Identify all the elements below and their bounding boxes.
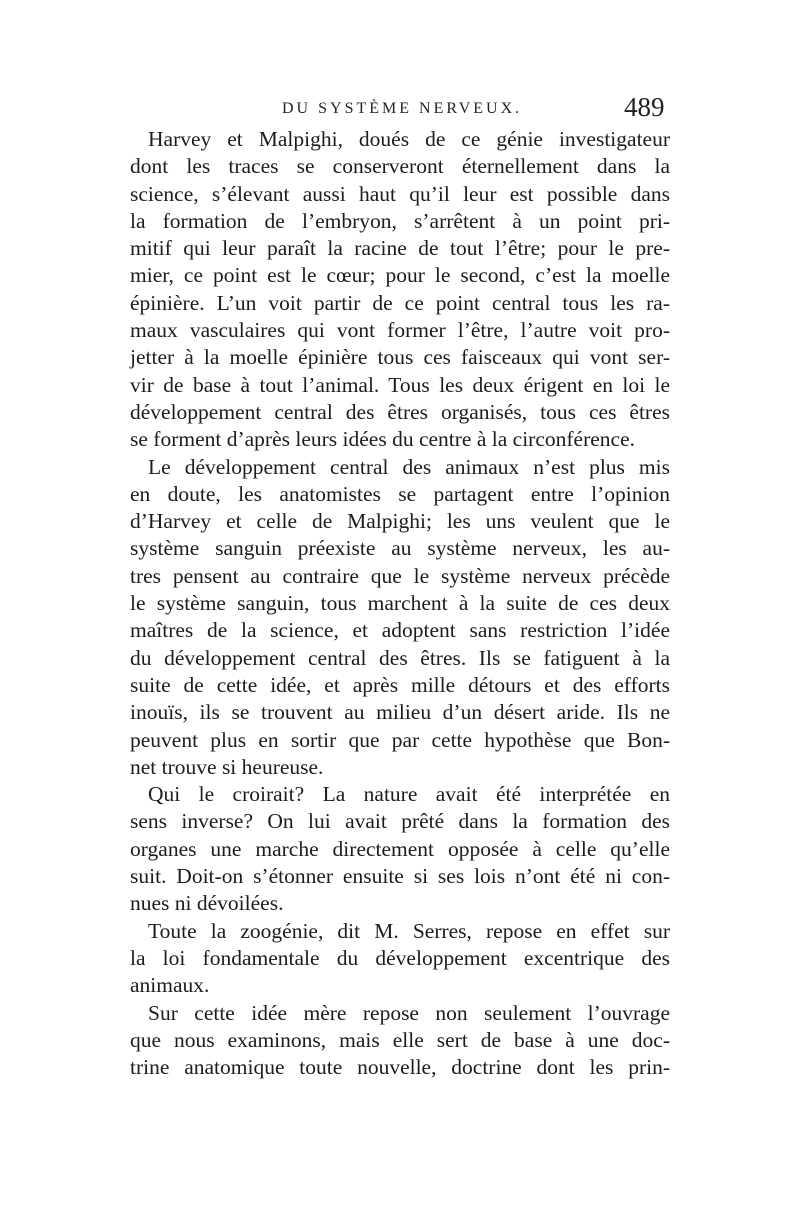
text-line: d’Harvey et celle de Malpighi; les uns veulent que le	[130, 509, 670, 534]
text-line: tres pensent au contraire que le système nerveux précède	[130, 563, 670, 588]
text-line: science, s’élevant aussi haut qu’il leur est possible dans	[130, 181, 670, 206]
text-line: peuvent plus en sortir que par cette hypothèse que Bon-	[130, 727, 670, 752]
text-line: mitif qui leur paraît la racine de tout l’être; pour le pre-	[130, 236, 670, 261]
text-line: du développement central des êtres. Ils se fatiguent à la	[130, 645, 670, 670]
text-line: mier, ce point est le cœur; pour le second, c’est la moelle	[130, 263, 670, 288]
text-line: la formation de l’embryon, s’arrêtent à un point pri-	[130, 208, 670, 233]
text-line: net trouve si heureuse.	[130, 754, 324, 779]
text-line: Toute la zoogénie, dit M. Serres, repose en effet sur	[148, 918, 670, 943]
text-line: Sur cette idée mère repose non seulement l’ouvrage	[148, 1000, 670, 1025]
text-line: nues ni dévoilées.	[130, 891, 284, 916]
text-line: Le développement central des animaux n’est plus mis	[148, 454, 670, 479]
page-number: 489	[624, 92, 665, 122]
text-line: inouïs, ils se trouvent au milieu d’un désert aride. Ils ne	[130, 700, 670, 725]
text-line: trine anatomique toute nouvelle, doctrine dont les prin-	[130, 1055, 670, 1080]
text-line: la loi fondamentale du développement excentrique des	[130, 945, 670, 970]
text-line: maîtres de la science, et adoptent sans restriction l’idée	[130, 618, 670, 643]
text-line: jetter à la moelle épinière tous ces faisceaux qui vont ser-	[130, 345, 670, 370]
text-line: sens inverse? On lui avait prêté dans la formation des	[130, 809, 670, 834]
running-title: DU SYSTÈME NERVEUX.	[282, 100, 523, 117]
text-line: en doute, les anatomistes se partagent entre l’opinion	[130, 481, 670, 506]
text-line: épinière. L’un voit partir de ce point central tous les ra-	[130, 290, 670, 315]
text-line: animaux.	[130, 973, 210, 998]
text-line: Harvey et Malpighi, doués de ce génie investigateur	[148, 127, 670, 151]
text-line: Qui le croirait? La nature avait été interprétée en	[148, 782, 670, 807]
text-line: le système sanguin, tous marchent à la suite de ces deux	[130, 591, 670, 616]
text-line: système sanguin préexiste au système nerveux, les au-	[130, 536, 670, 561]
text-line: suite de cette idée, et après mille détours et des efforts	[130, 672, 670, 697]
text-line: que nous examinons, mais elle sert de base à une doc-	[130, 1027, 670, 1052]
text-line: développement central des êtres organisés, tous ces êtres	[130, 399, 670, 424]
text-line: organes une marche directement opposée à celle qu’elle	[130, 836, 670, 861]
text-line: suit. Doit-on s’étonner ensuite si ses lois n’ont été ni con-	[130, 864, 670, 889]
text-line: dont les traces se conserveront éternellement dans la	[130, 154, 670, 179]
text-line: vir de base à tout l’animal. Tous les deux érigent en loi le	[130, 372, 670, 397]
body-text	[130, 126, 670, 1081]
text-line: se forment d’après leurs idées du centre à la circonférence.	[130, 427, 635, 452]
text-line: maux vasculaires qui vont former l’être, l’autre voit pro-	[130, 318, 670, 343]
